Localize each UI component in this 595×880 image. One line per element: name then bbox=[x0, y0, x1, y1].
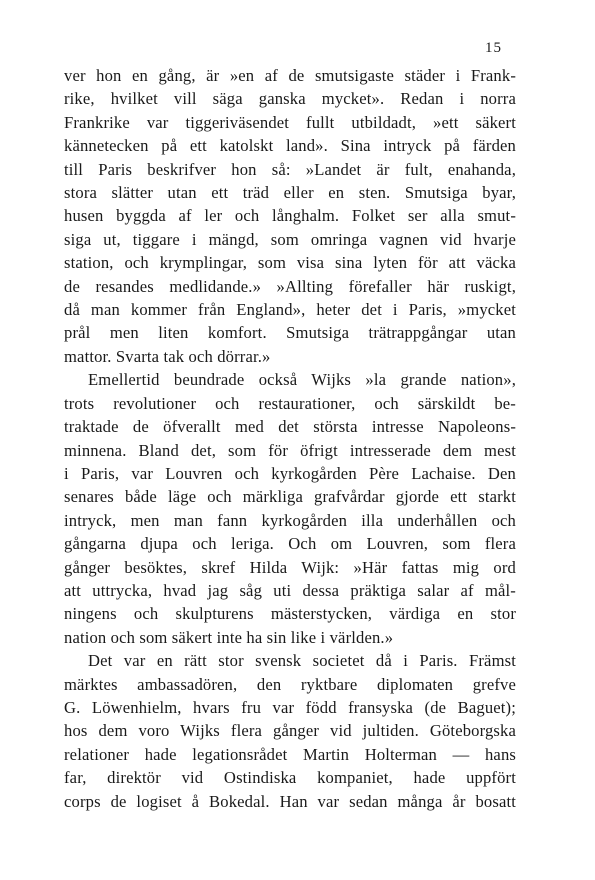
text-line: kännetecken på ett katolskt land». Sina intryck på färden bbox=[64, 136, 516, 156]
body-text bbox=[64, 64, 516, 813]
text-line: trots revolutioner och restaurationer, och särskildt be- bbox=[64, 393, 516, 413]
text-line: traktade de öfverallt med det största intresse Napoleons- bbox=[64, 417, 516, 437]
page-number: 15 bbox=[485, 40, 502, 56]
text-line: då man kommer från England», heter det i Paris, »mycket bbox=[64, 300, 516, 320]
paragraph-1 bbox=[64, 64, 516, 368]
text-line: relationer hade legationsrådet Martin Holterman — hans bbox=[64, 744, 516, 764]
text-line: hos dem voro Wijks flera gånger vid jultiden. Göteborgska bbox=[64, 721, 516, 741]
text-line: intryck, men man fann kyrkogården illa underhållen och bbox=[64, 510, 516, 530]
text-line: att uttrycka, hvad jag såg uti dessa präktiga salar af mål- bbox=[64, 580, 516, 600]
text-line: senares både läge och märkliga grafvårdar gjorde ett starkt bbox=[64, 487, 516, 507]
text-line: rike, hvilket vill säga ganska mycket». Redan i norra bbox=[64, 89, 516, 109]
text-line: corps de logiset å Bokedal. Han var sedan många år bosatt bbox=[64, 791, 516, 811]
text-line: i Paris, var Louvren och kyrkogården Père Lachaise. Den bbox=[64, 463, 516, 483]
text-line: far, direktör vid Ostindiska kompaniet, hade uppfört bbox=[64, 768, 516, 788]
text-line: mattor. Svarta tak och dörrar.» bbox=[64, 346, 271, 366]
paragraph-3 bbox=[64, 649, 516, 813]
text-line: ver hon en gång, är »en af de smutsigaste städer i Frank- bbox=[64, 66, 516, 85]
text-line: Det var en rätt stor svensk societet då i Paris. Främst bbox=[88, 651, 516, 671]
text-line: till Paris beskrifver hon så: »Landet är fult, enahanda, bbox=[64, 159, 516, 179]
text-line: prål men liten komfort. Smutsiga trätrappgångar utan bbox=[64, 323, 516, 343]
text-line: G. Löwenhielm, hvars fru var född fransyska (de Baguet); bbox=[64, 697, 516, 717]
text-line: nation och som säkert inte ha sin like i världen.» bbox=[64, 627, 394, 647]
text-line: minnena. Bland det, som för öfrigt intresserade dem mest bbox=[64, 440, 516, 460]
text-line: gångarna djupa och leriga. Och om Louvren, som flera bbox=[64, 534, 516, 554]
text-line: station, och krymplingar, som visa sina lyten för att väcka bbox=[64, 253, 516, 273]
text-line: de resandes medlidande.» »Allting förefaller här ruskigt, bbox=[64, 276, 516, 296]
text-line: husen byggda af ler och långhalm. Folket ser alla smut- bbox=[64, 206, 516, 226]
paragraph-2 bbox=[64, 368, 516, 649]
text-line: siga ut, tiggare i mängd, som omringa vagnen vid hvarje bbox=[64, 229, 516, 249]
text-line: gånger besöktes, skref Hilda Wijk: »Här fattas mig ord bbox=[64, 557, 516, 577]
text-line: ningens och skulpturens mästerstycken, värdiga en stor bbox=[64, 604, 516, 624]
text-line: märktes ambassadören, den ryktbare diplomaten grefve bbox=[64, 674, 516, 694]
text-line: Emellertid beundrade också Wijks »la grande nation», bbox=[88, 370, 516, 390]
text-line: Frankrike var tiggeriväsendet fullt utbildadt, »ett säkert bbox=[64, 112, 516, 132]
text-line: stora slätter utan ett träd eller en sten. Smutsiga byar, bbox=[64, 183, 516, 203]
